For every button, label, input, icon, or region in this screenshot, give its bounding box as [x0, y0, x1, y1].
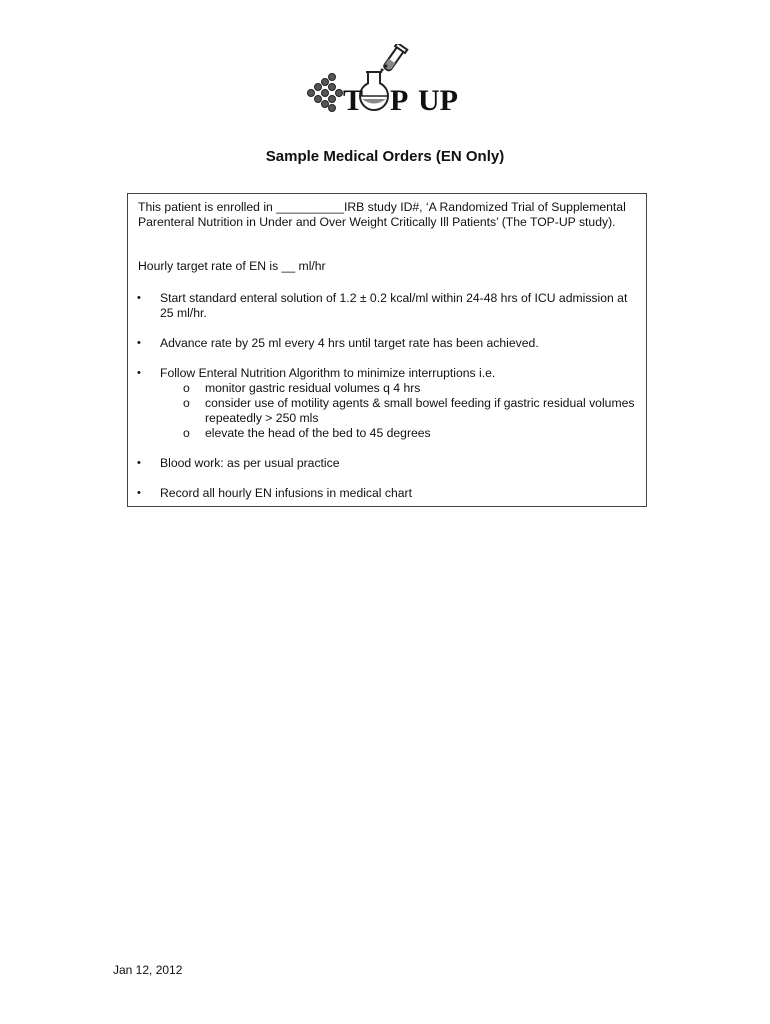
bullet-icon: •: [137, 292, 141, 304]
sub-order-text: consider use of motility agents & small bowel feeding if gastric residual volumes repeatedly > 250 mls: [205, 396, 635, 425]
logo-text-p: P: [390, 84, 409, 117]
sub-bullet-icon: o: [183, 381, 190, 395]
sub-bullet-icon: o: [183, 396, 190, 410]
sub-order-text: monitor gastric residual volumes q 4 hrs: [205, 381, 421, 395]
page-title: Sample Medical Orders (EN Only): [265, 148, 505, 165]
bullet-icon: •: [137, 457, 141, 469]
logo-text-up: UP: [418, 84, 458, 117]
order-text: Record all hourly EN infusions in medical chart: [160, 486, 412, 500]
orders-box: [127, 193, 647, 507]
bullet-icon: •: [137, 337, 141, 349]
top-up-logo: [302, 44, 470, 120]
order-text: Follow Enteral Nutrition Algorithm to minimize interruptions i.e.: [160, 366, 496, 380]
molecule-icon: [308, 74, 343, 112]
logo-text-t: T: [343, 84, 364, 117]
enrollment-text: This patient is enrolled in __________IRB study ID#, ‘A Randomized Trial of Supplemental Parenteral Nutrition in Under and Over Weight Critically Ill Patients’ (The TOP-UP study).: [138, 200, 626, 229]
bullet-icon: •: [137, 367, 141, 379]
top-up-logo-graphic: [302, 44, 470, 120]
sub-bullet-icon: o: [183, 426, 190, 440]
order-text: Start standard enteral solution of 1.2 ± 0.2 kcal/ml within 24-48 hrs of ICU admission at 25 ml/hr.: [160, 291, 628, 320]
sub-order-text: elevate the head of the bed to 45 degrees: [205, 426, 431, 440]
order-text: Advance rate by 25 ml every 4 hrs until target rate has been achieved.: [160, 336, 539, 350]
hourly-target-text: Hourly target rate of EN is __ ml/hr: [138, 259, 326, 273]
order-text: Blood work: as per usual practice: [160, 456, 340, 470]
bullet-icon: •: [137, 487, 141, 499]
footer-date: Jan 12, 2012: [113, 963, 183, 977]
